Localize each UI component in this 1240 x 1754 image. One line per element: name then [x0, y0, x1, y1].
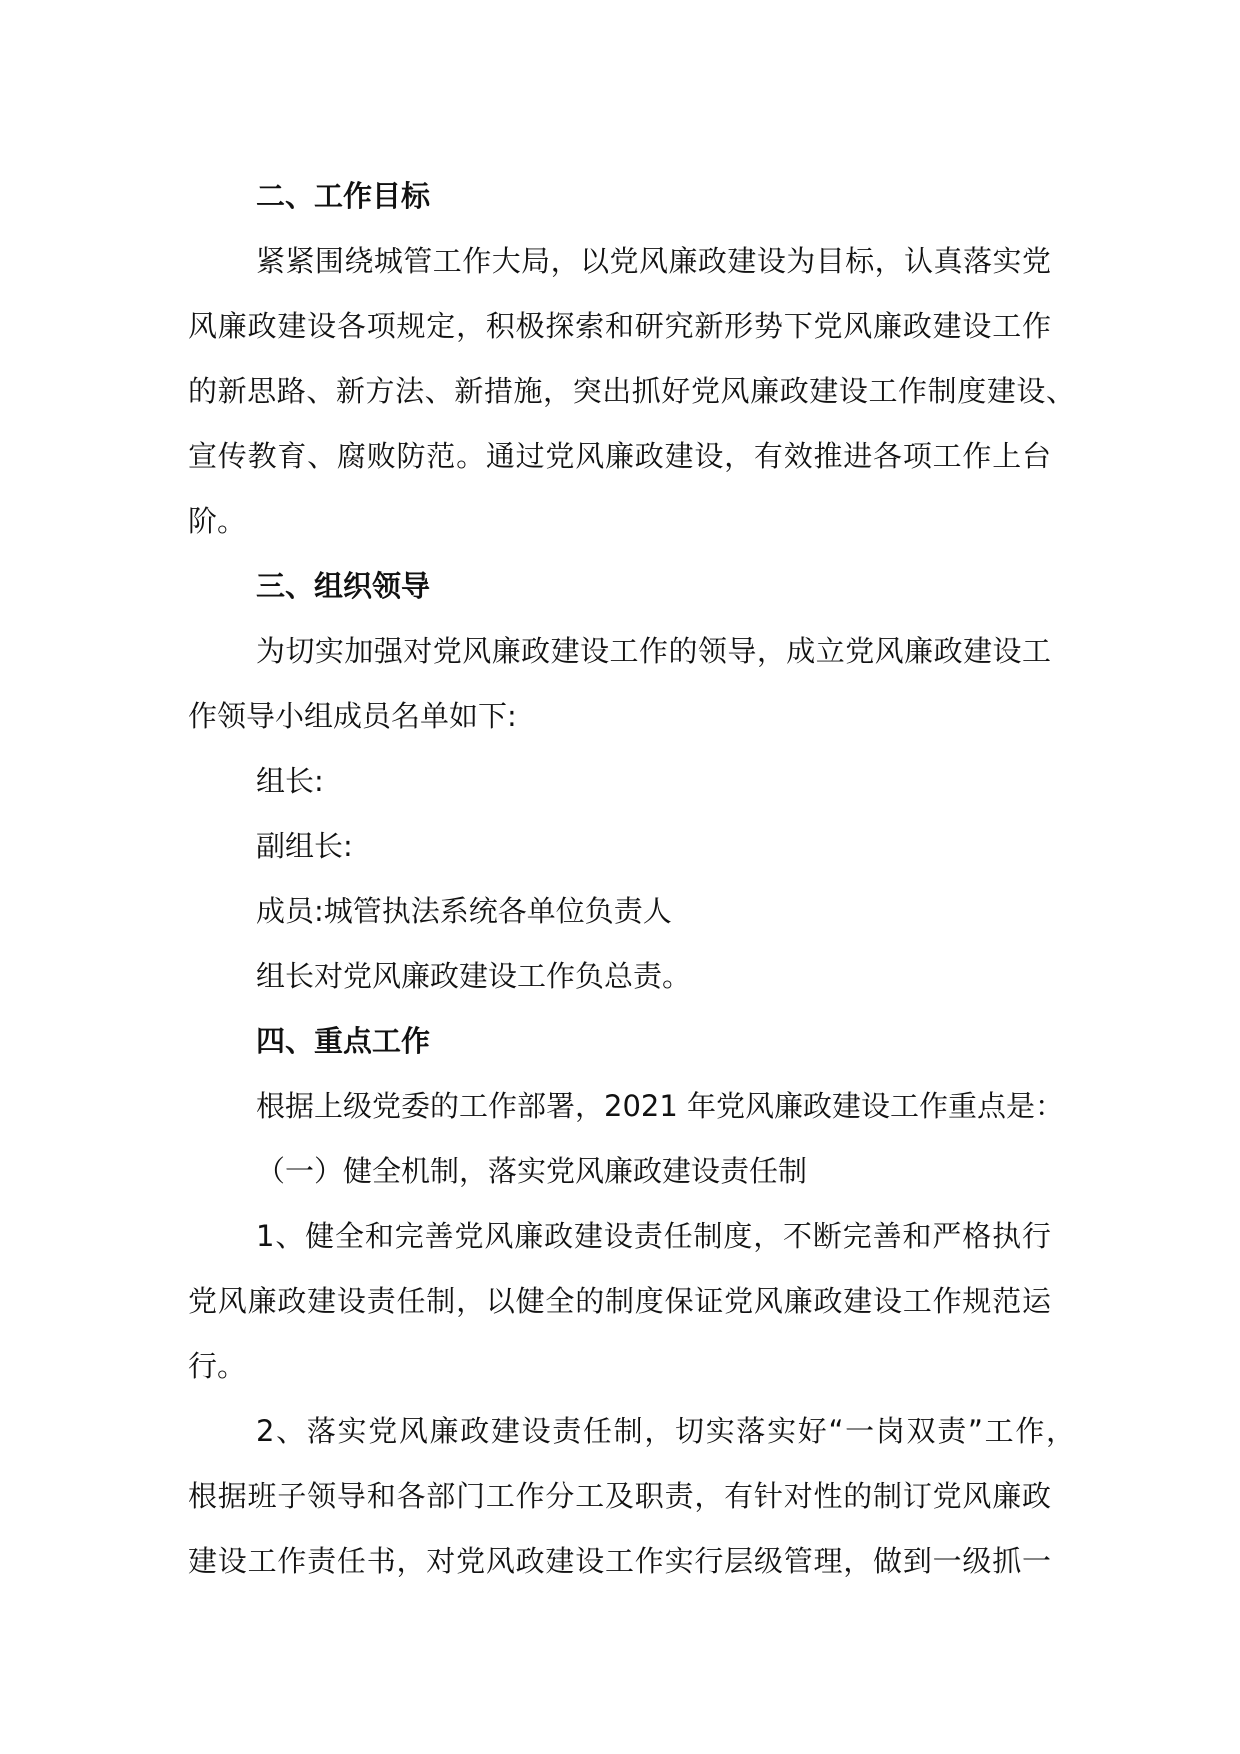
- paragraph-line: 2、落实党风廉政建设责任制，切实落实好“一岗双责”工作，: [256, 1414, 1075, 1448]
- paragraph-line: 风廉政建设各项规定，积极探索和研究新形势下党风廉政建设工作: [188, 309, 1051, 343]
- section-heading-key-work: 四、重点工作: [256, 1024, 431, 1058]
- paragraph-line: 建设工作责任书，对党风政建设工作实行层级管理，做到一级抓一: [188, 1544, 1051, 1578]
- deputy-leader-line: 副组长:: [256, 829, 353, 863]
- section-heading-work-goals: 二、工作目标: [256, 179, 431, 213]
- paragraph-line: 紧紧围绕城管工作大局，以党风廉政建设为目标，认真落实党: [256, 244, 1051, 278]
- paragraph-line: 宣传教育、腐败防范。通过党风廉政建设，有效推进各项工作上台: [188, 439, 1051, 473]
- paragraph-line: 作领导小组成员名单如下:: [188, 699, 517, 733]
- section-heading-organization: 三、组织领导: [256, 569, 431, 603]
- paragraph-line: 根据班子领导和各部门工作分工及职责，有针对性的制订党风廉政: [188, 1479, 1051, 1513]
- subheading-mechanism: （一）健全机制，落实党风廉政建设责任制: [256, 1154, 808, 1188]
- paragraph-line: 党风廉政建设责任制，以健全的制度保证党风廉政建设工作规范运: [188, 1284, 1051, 1318]
- intro-line: 根据上级党委的工作部署，2021 年党风廉政建设工作重点是：: [256, 1089, 1065, 1123]
- paragraph-line: 行。: [188, 1349, 247, 1383]
- paragraph-line: 为切实加强对党风廉政建设工作的领导，成立党风廉政建设工: [256, 634, 1051, 668]
- leader-line: 组长:: [256, 764, 324, 798]
- members-line: 成员:城管执法系统各单位负责人: [256, 894, 672, 928]
- paragraph-line: 阶。: [188, 504, 247, 538]
- paragraph-line: 的新思路、新方法、新措施，突出抓好党风廉政建设工作制度建设、: [188, 374, 1075, 408]
- responsibility-line: 组长对党风廉政建设工作负总责。: [256, 959, 692, 993]
- paragraph-line: 1、健全和完善党风廉政建设责任制度，不断完善和严格执行: [256, 1219, 1051, 1253]
